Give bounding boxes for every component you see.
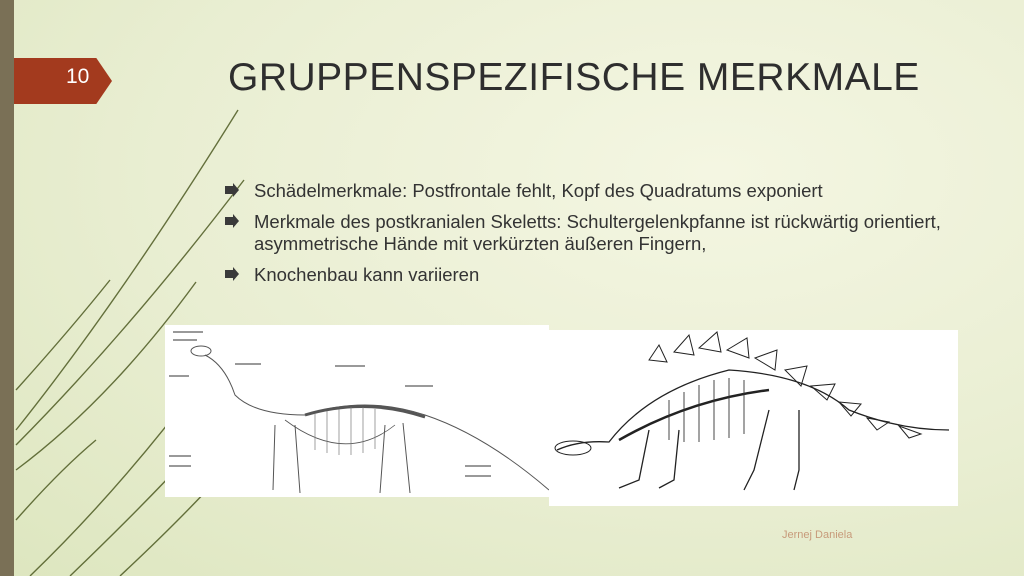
- arrow-bullet-icon: [224, 182, 240, 198]
- footer-author: Jernej Daniela: [782, 529, 853, 541]
- sauropod-skeleton-icon: [165, 325, 549, 497]
- sauropod-skeleton-image: [165, 325, 549, 497]
- bullet-item: [224, 211, 964, 255]
- bullet-item: [224, 264, 964, 286]
- stegosaurus-skeleton-icon: [549, 330, 958, 506]
- slide-title: GRUPPENSPEZIFISCHE MERKMALE: [228, 56, 920, 99]
- bullet-text: Merkmale des postkranialen Skeletts: Schultergelenkpfanne ist rückwärtig orientiert, asymmetrische Hände mit verkürzten äußeren Fingern,: [254, 211, 941, 254]
- bullet-text: Knochenbau kann variieren: [254, 264, 480, 285]
- arrow-bullet-icon: [224, 213, 240, 229]
- bullet-list: [224, 180, 964, 295]
- bullet-item: [224, 180, 964, 202]
- slide-number: 10: [66, 65, 90, 88]
- stegosaurus-skeleton-image: [549, 330, 958, 506]
- bullet-text: Schädelmerkmale: Postfrontale fehlt, Kopf des Quadratums exponiert: [254, 180, 823, 201]
- arrow-bullet-icon: [224, 266, 240, 282]
